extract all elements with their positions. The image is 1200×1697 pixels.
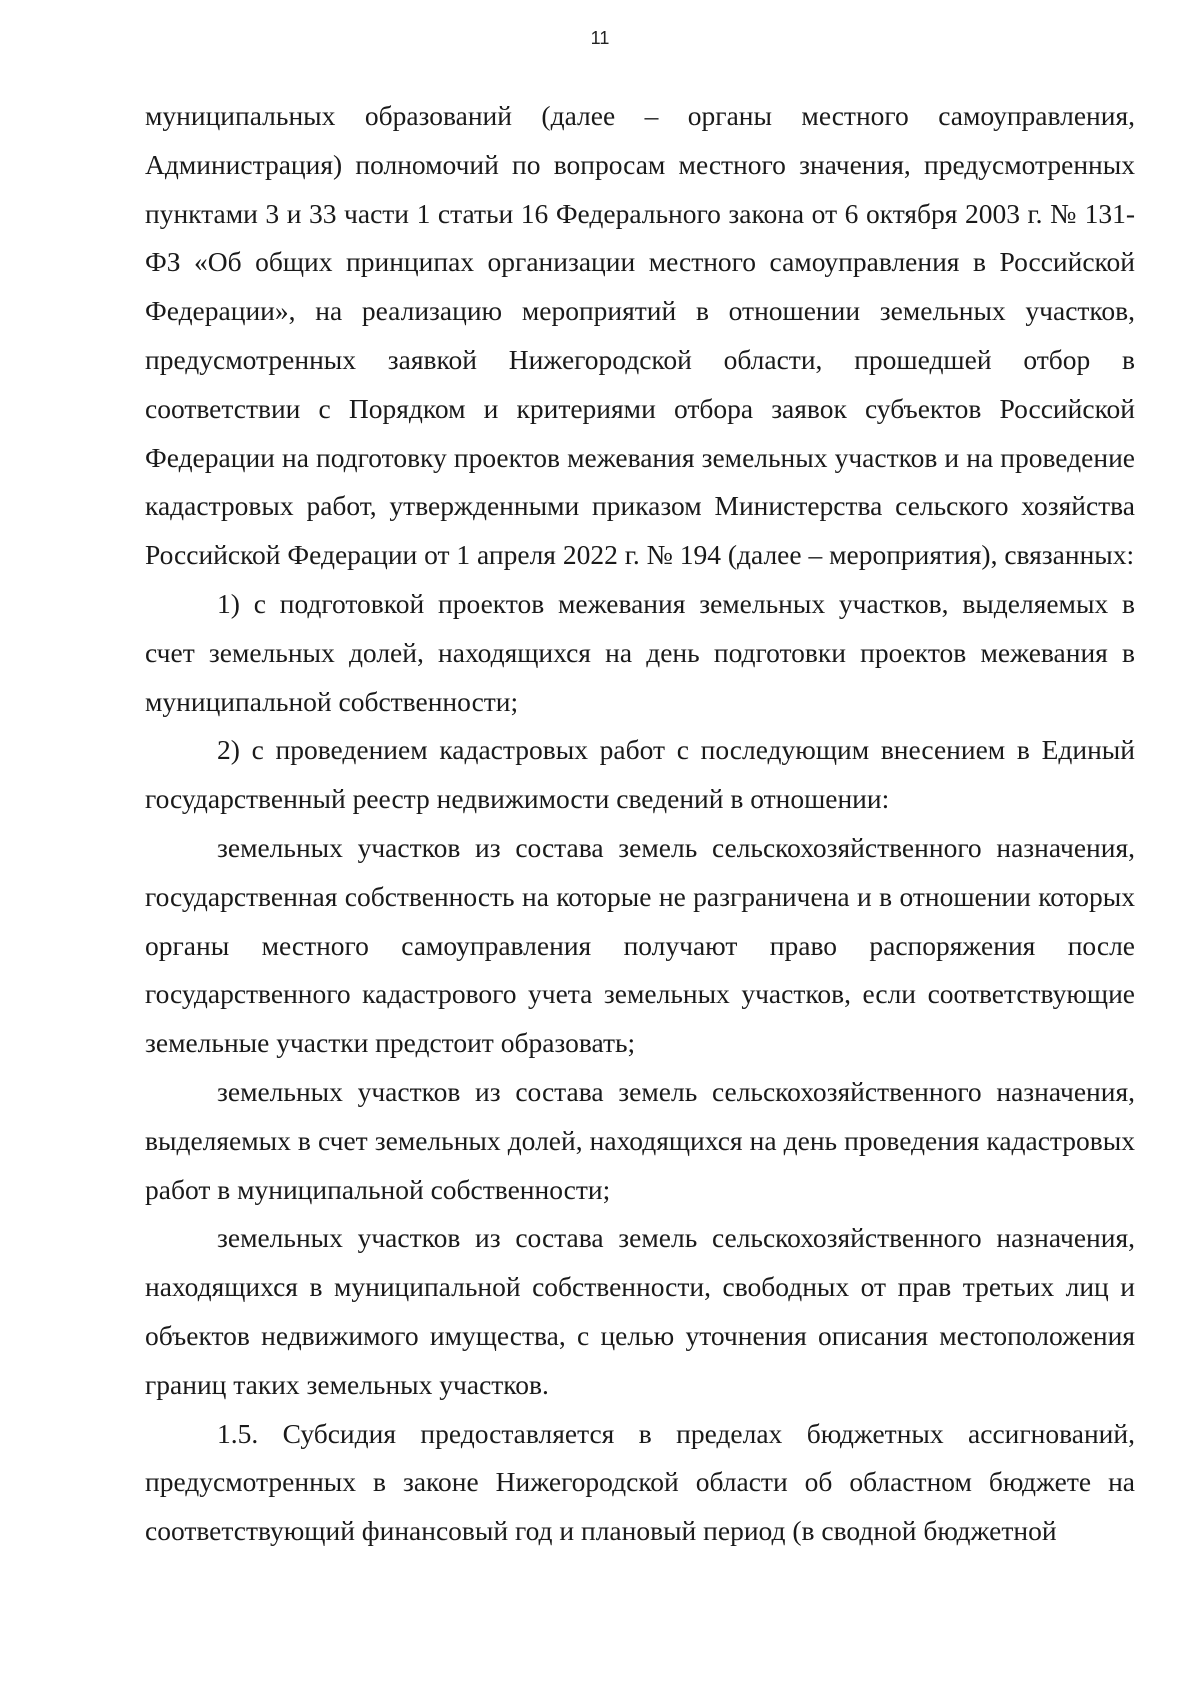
paragraph-subitem-c: земельных участков из состава земель сельскохозяйственного назначения, находящихся в муниципальной собственности, свободных от прав третьих лиц и объектов недвижимого имущества, с целью уточнения описания местоположения границ таких земельных участков. bbox=[145, 1222, 1135, 1400]
paragraph-clause-1-5: 1.5. Субсидия предоставляется в пределах бюджетных ассигнований, предусмотренных в законе Нижегородской области об областном бюджете на соответствующий финансовый год и плановый период (в сводной бюджетной bbox=[145, 1417, 1135, 1547]
page-number: 11 bbox=[590, 28, 610, 48]
paragraph-continuation: муниципальных образований (далее – органы местного самоуправления, Администрация) полномочий по вопросам местного значения, предусмотренных пунктами 3 и 33 части 1 статьи 16 Федерального закона от 6 октября 2003 г. № 131-ФЗ «Об общих принципах организации местного самоуправления в Российской Федерации», на реализацию мероприятий в отношении земельных участков, предусмотренных заявкой Нижегородской области, прошедшей отбор в соответствии с Порядком и критериями отбора заявок субъектов Российской Федерации на подготовку проектов межевания земельных участков и на проведение кадастровых работ, утвержденными приказом Министерства сельского хозяйства Российской Федерации от 1 апреля 2022 г. № 194 (далее – мероприятия), связанных: bbox=[145, 100, 1135, 571]
paragraph-subitem-a: земельных участков из состава земель сельскохозяйственного назначения, государственная собственность на которые не разграничена и в отношении которых органы местного самоуправления получают право распоряжения после государственного кадастрового учета земельных участков, если соответствующие земельные участки предстоит образовать; bbox=[145, 831, 1135, 1059]
paragraph-item-1: 1) с подготовкой проектов межевания земельных участков, выделяемых в счет земельных долей, находящихся на день подготовки проектов межевания в муниципальной собственности; bbox=[145, 587, 1135, 717]
paragraph-item-2: 2) с проведением кадастровых работ с последующим внесением в Единый государственный реестр недвижимости сведений в отношении: bbox=[145, 734, 1135, 815]
document-body bbox=[145, 92, 1135, 1556]
paragraph-subitem-b: земельных участков из состава земель сельскохозяйственного назначения, выделяемых в счет земельных долей, находящихся на день проведения кадастровых работ в муниципальной собственности; bbox=[145, 1075, 1135, 1205]
